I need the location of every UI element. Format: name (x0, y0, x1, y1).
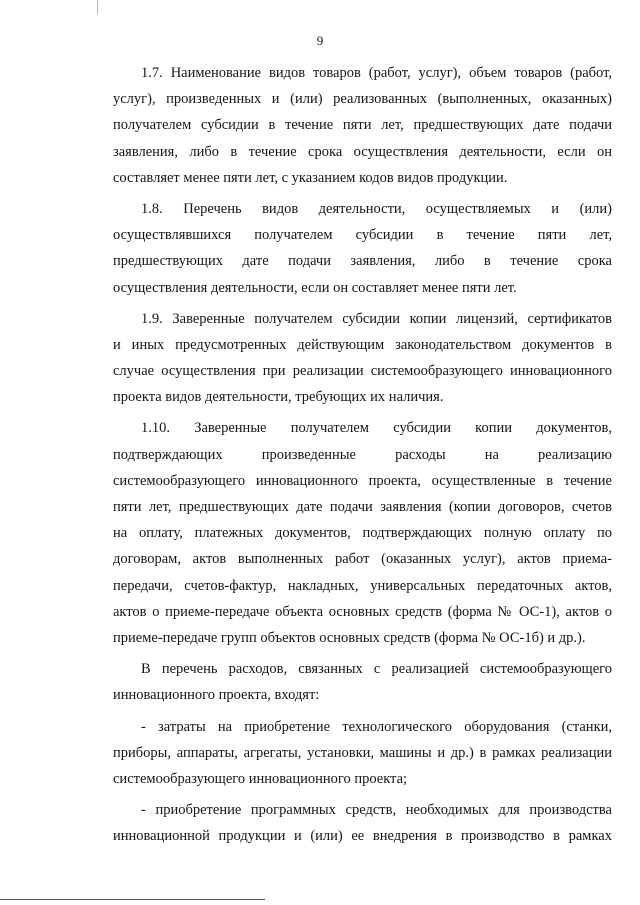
page-number: 9 (316, 33, 324, 48)
text-line: 1.7. Наименование видов товаров (работ, услуг), объем товаров (работ, (141, 65, 612, 81)
text-line: пяти лет, предшествующих дате подачи заявления (копии договоров, счетов (113, 499, 612, 515)
text-line: - приобретение программных средств, необходимых для производства (141, 802, 612, 819)
text-line: системообразующего инновационного проекта, осуществленные в течение (113, 472, 612, 489)
text-line: 1.9. Заверенные получателем субсидии копии лицензий, сертификатов (141, 310, 612, 327)
text-line: подтверждающих произведенные расходы на реализацию (113, 446, 612, 463)
text-line: 1.8. Перечень видов деятельности, осуществляемых и (или) (141, 200, 612, 217)
text-line: системообразующего инновационного проекта; (113, 770, 408, 787)
text-line: заявления, либо в течение срока осуществления деятельности, если он (113, 143, 612, 160)
text-line: осуществления деятельности, если он составляет менее пяти лет. (113, 279, 517, 296)
text-line: инновационной продукции и (или) ее внедрения в производство в рамках (113, 828, 612, 845)
text-line: - затраты на приобретение технологического оборудования (станки, (141, 718, 612, 735)
text-line: В перечень расходов, связанных с реализацией системообразующего (141, 661, 612, 678)
text-line: передачи, счетов-фактур, накладных, универсальных передаточных актов, (113, 577, 612, 594)
text-line: составляет менее пяти лет, с указанием кодов видов продукции. (113, 169, 508, 186)
text-line: услуг), произведенных и (или) реализованных (выполненных, оказанных) (113, 91, 612, 108)
text-line: приборы, аппараты, агрегаты, установки, машины и др.) в рамках реализации (113, 744, 612, 761)
text-line: приеме-передаче групп объектов основных средств (форма № ОС-1б) и др.). (113, 629, 586, 646)
text-line: договорам, актов выполненных работ (оказанных услуг), актов приема- (113, 551, 612, 568)
text-line: случае осуществления при реализации системообразующего инновационного (113, 363, 612, 380)
text-line: 1.10. Заверенные получателем субсидии копии документов, (141, 420, 612, 437)
text-line: и иных предусмотренных действующим законодательством документов в (113, 336, 612, 353)
text-line: осуществлявшихся получателем субсидии в течение пяти лет, (113, 227, 612, 244)
text-line: проекта видов деятельности, требующих их наличия. (113, 389, 444, 406)
document-body (113, 60, 612, 849)
text-line: актов о приеме-передаче объекта основных средств (форма № ОС-1), актов о (113, 603, 612, 620)
scan-edge-mark (97, 0, 98, 14)
footnote-rule (0, 899, 265, 900)
text-line: предшествующих дате подачи заявления, либо в течение срока (113, 253, 612, 270)
text-line: на оплату, платежных документов, подтверждающих полную оплату по (113, 525, 612, 542)
text-line: инновационного проекта, входят: (113, 687, 320, 704)
text-line: получателем субсидии в течение пяти лет, предшествующих дате подачи (113, 117, 612, 134)
